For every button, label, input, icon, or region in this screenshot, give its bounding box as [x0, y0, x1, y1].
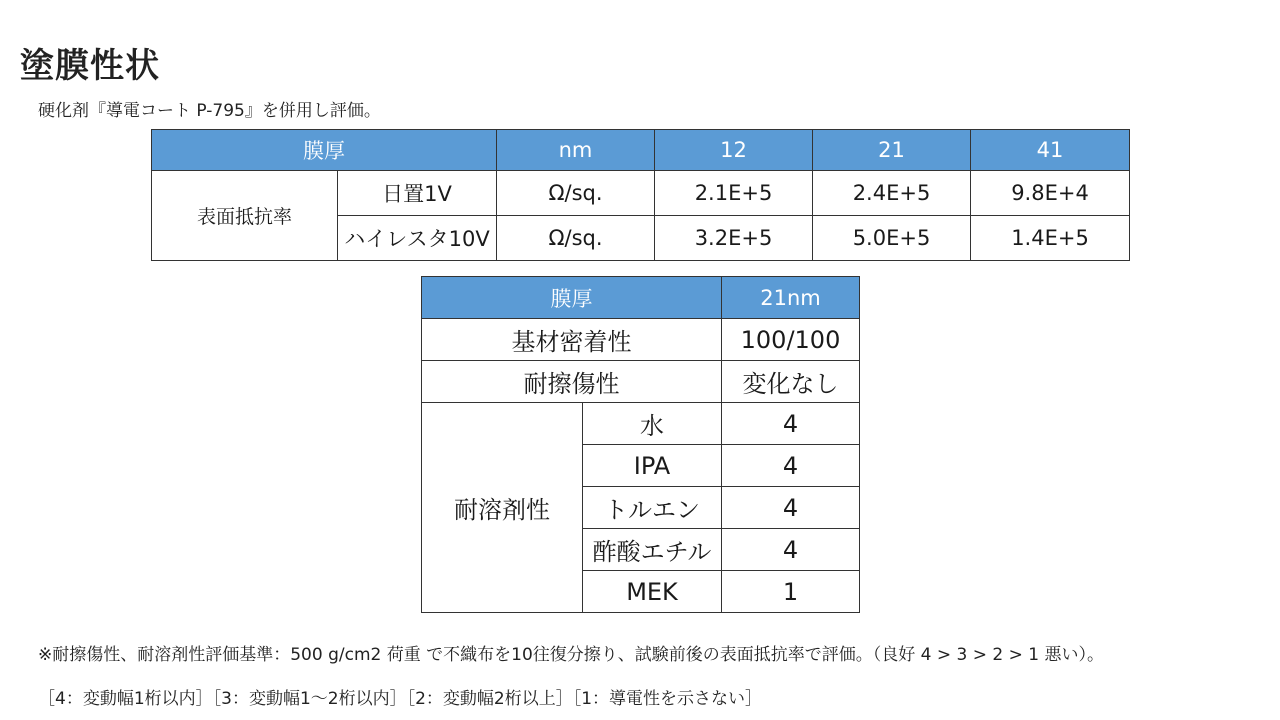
solvent-resistance-label: 耐溶剤性: [422, 403, 583, 613]
header-thickness-label: 膜厚: [152, 130, 497, 171]
header-col-21: 21: [813, 130, 971, 171]
cell-value: 2.4E+5: [813, 171, 971, 216]
page-title: 塗膜性状: [20, 46, 160, 86]
cell-value: 2.1E+5: [655, 171, 813, 216]
header-col-41: 41: [971, 130, 1130, 171]
row-unit: Ω/sq.: [497, 216, 655, 261]
table-row: [152, 171, 1130, 216]
cell-value: 5.0E+5: [813, 216, 971, 261]
solvent-name: トルエン: [583, 487, 722, 529]
abrasion-label: 耐擦傷性: [422, 361, 722, 403]
header-thickness-value: 21nm: [722, 277, 860, 319]
adhesion-label: 基材密着性: [422, 319, 722, 361]
solvent-score: 4: [722, 445, 860, 487]
evaluation-criteria-note: ※耐擦傷性、耐溶剤性評価基準：500 g/cm2 荷重 で不織布を10往復分擦り、試験前後の表面抵抗率で評価。（良好 4 > 3 > 2 > 1 悪い）。: [38, 645, 1105, 665]
abrasion-value: 変化なし: [722, 361, 860, 403]
solvent-name: IPA: [583, 445, 722, 487]
solvent-name: 酢酸エチル: [583, 529, 722, 571]
solvent-name: 水: [583, 403, 722, 445]
cell-value: 3.2E+5: [655, 216, 813, 261]
solvent-score: 1: [722, 571, 860, 613]
solvent-score: 4: [722, 403, 860, 445]
header-col-12: 12: [655, 130, 813, 171]
header-thickness-label: 膜厚: [422, 277, 722, 319]
coating-properties-table: [421, 276, 860, 613]
header-unit: nm: [497, 130, 655, 171]
page-subtitle: 硬化剤『導電コート P-795』を併用し評価。: [38, 101, 381, 121]
table-row: [422, 361, 860, 403]
table-row: [422, 403, 860, 445]
row-label: 日置1V: [338, 171, 497, 216]
row-unit: Ω/sq.: [497, 171, 655, 216]
table-header-row: [422, 277, 860, 319]
adhesion-value: 100/100: [722, 319, 860, 361]
cell-value: 1.4E+5: [971, 216, 1130, 261]
rating-scale-note: ［4：変動幅1桁以内］［3：変動幅1～2桁以内］［2：変動幅2桁以上］［1：導電性を示さない］: [38, 689, 763, 709]
table-row: [422, 319, 860, 361]
resistivity-table: [151, 129, 1130, 261]
solvent-score: 4: [722, 487, 860, 529]
solvent-score: 4: [722, 529, 860, 571]
row-group-label: 表面抵抗率: [152, 171, 338, 261]
table-header-row: [152, 130, 1130, 171]
solvent-name: MEK: [583, 571, 722, 613]
cell-value: 9.8E+4: [971, 171, 1130, 216]
row-label: ハイレスタ10V: [338, 216, 497, 261]
